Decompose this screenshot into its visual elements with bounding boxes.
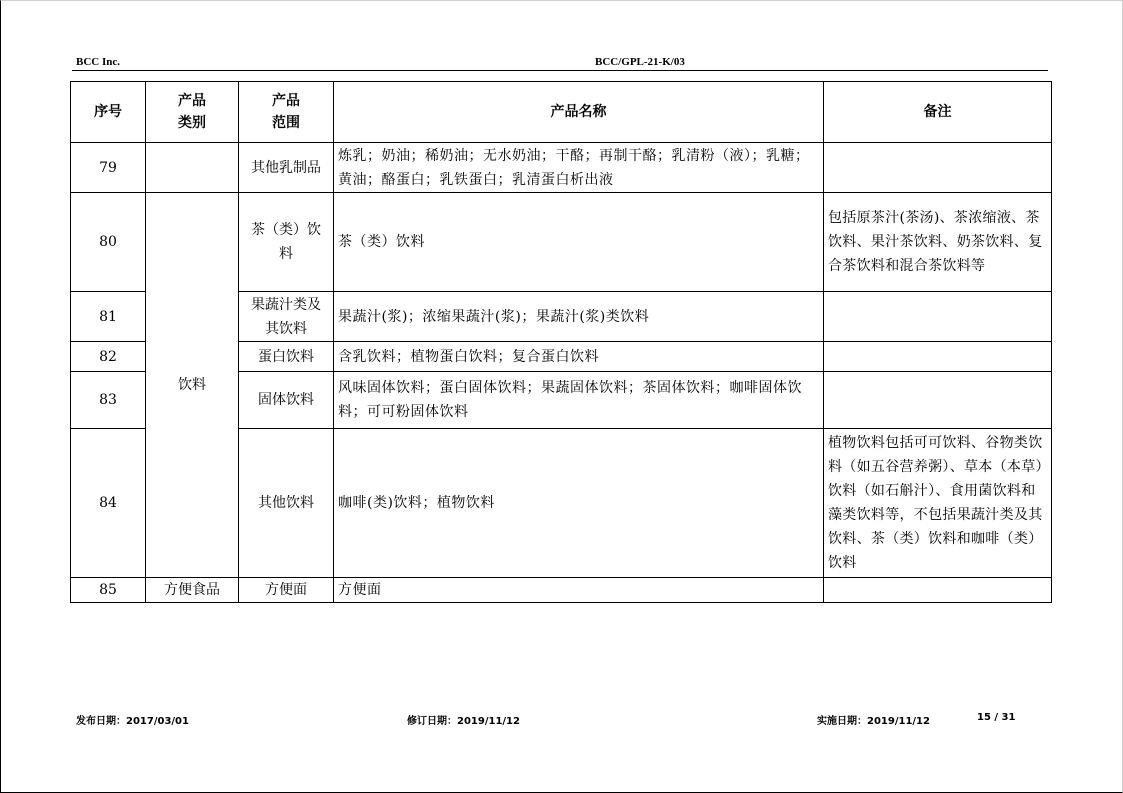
row-no: 79 xyxy=(71,143,146,193)
product-scope-table xyxy=(70,81,1052,603)
row-no: 84 xyxy=(71,429,146,578)
row-name: 炼乳；奶油；稀奶油；无水奶油；干酪；再制干酪；乳清粉（液）；乳糖；黄油；酪蛋白；乳铁蛋白；乳清蛋白析出液 xyxy=(334,143,824,193)
header-category: 产品 类别 xyxy=(146,82,239,143)
row-remark xyxy=(824,578,1052,603)
row-category xyxy=(146,143,239,193)
row-name: 果蔬汁(浆)；浓缩果蔬汁(浆)；果蔬汁(浆)类饮料 xyxy=(334,292,824,342)
row-name: 方便面 xyxy=(334,578,824,603)
row-scope: 方便面 xyxy=(239,578,334,603)
header-name: 产品名称 xyxy=(334,82,824,143)
table-row xyxy=(71,193,1052,292)
row-scope: 蛋白饮料 xyxy=(239,342,334,372)
document-code: BCC/GPL-21-K/03 xyxy=(595,56,685,68)
table-row xyxy=(71,578,1052,603)
row-category-beverage: 饮料 xyxy=(146,193,239,578)
header-no: 序号 xyxy=(71,82,146,143)
row-name: 咖啡(类)饮料；植物饮料 xyxy=(334,429,824,578)
footer-revision-date: 修订日期：2019/11/12 xyxy=(407,716,520,727)
row-no: 83 xyxy=(71,372,146,429)
row-name: 含乳饮料；植物蛋白饮料；复合蛋白饮料 xyxy=(334,342,824,372)
row-remark xyxy=(824,143,1052,193)
row-scope: 果蔬汁类及其饮料 xyxy=(239,292,334,342)
row-no: 80 xyxy=(71,193,146,292)
row-no: 85 xyxy=(71,578,146,603)
footer-issue-date: 发布日期：2017/03/01 xyxy=(76,716,189,727)
row-remark xyxy=(824,292,1052,342)
row-scope: 茶（类）饮料 xyxy=(239,193,334,292)
row-name: 风味固体饮料；蛋白固体饮料；果蔬固体饮料；茶固体饮料；咖啡固体饮料；可可粉固体饮料 xyxy=(334,372,824,429)
table-row xyxy=(71,143,1052,193)
row-remark: 包括原茶汁(茶汤)、茶浓缩液、茶饮料、果汁茶饮料、奶茶饮料、复合茶饮料和混合茶饮料等 xyxy=(824,193,1052,292)
row-name: 茶（类）饮料 xyxy=(334,193,824,292)
header-rule xyxy=(72,70,1048,71)
row-remark xyxy=(824,372,1052,429)
row-scope: 其他乳制品 xyxy=(239,143,334,193)
row-scope: 其他饮料 xyxy=(239,429,334,578)
footer-effective-date: 实施日期：2019/11/12 xyxy=(817,716,930,727)
header-scope: 产品 范围 xyxy=(239,82,334,143)
table-header-row xyxy=(71,82,1052,143)
row-scope: 固体饮料 xyxy=(239,372,334,429)
row-remark: 植物饮料包括可可饮料、谷物类饮料（如五谷营养粥）、草本（本草）饮料（如石斛汁）、食用菌饮料和藻类饮料等，不包括果蔬汁类及其饮料、茶（类）饮料和咖啡（类）饮料 xyxy=(824,429,1052,578)
company-name: BCC Inc. xyxy=(76,56,121,68)
row-no: 82 xyxy=(71,342,146,372)
header-remark: 备注 xyxy=(824,82,1052,143)
row-remark xyxy=(824,342,1052,372)
row-no: 81 xyxy=(71,292,146,342)
footer-page-number: 15 / 31 xyxy=(977,712,1016,723)
row-category: 方便食品 xyxy=(146,578,239,603)
